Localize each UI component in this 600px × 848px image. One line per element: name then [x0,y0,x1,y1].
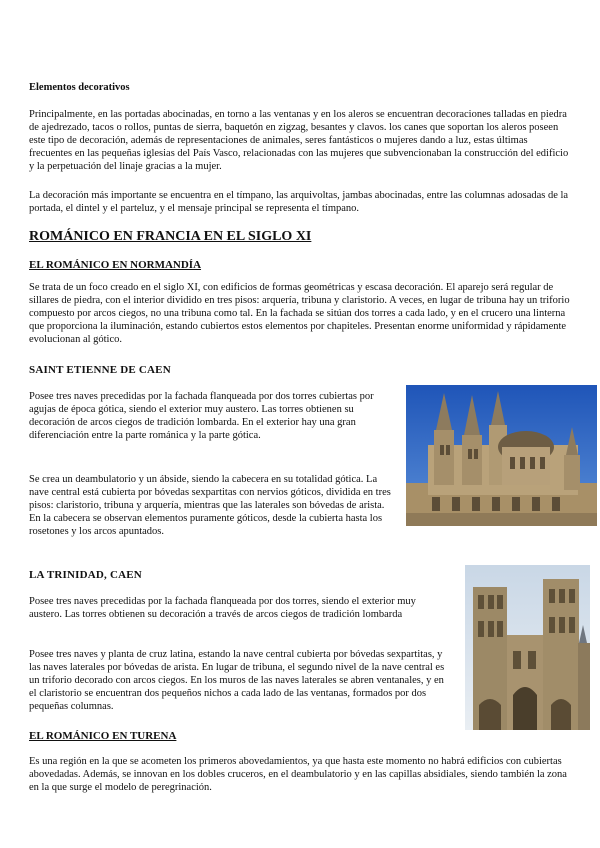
decorativos-paragraph-2: La decoración más importante se encuentra en el tímpano, las arquivoltas, jambas abocinadas, entre las columnas adosadas de la portada, el dintel y el parteluz, y el mensaje principal se representa el tímpano. [29,190,569,214]
saint-etienne-photo [406,385,597,526]
decorativos-paragraph-1: Principalmente, en las portadas abocinadas, en torno a las ventanas y en los aleros se encuentran decoraciones talladas en piedra de ajedrezado, tacos o rollos, puntas de sierra, baquetón en zigzag, besantes y clavos. los canes que soportan los aleros poseen este tipo de decoración, además de representaciones de animales, seres fantásticos o mujeres dando a luz, estas últimas frecuentes en las pequeñas iglesias del País Vasco, relacionadas con las mujeres que subvencionaban la construcción del edificio y la perpetuación del linaje gracias a la mujer. [29,109,569,172]
normandia-heading: EL ROMÁNICO EN NORMANDÍA [29,259,202,271]
trinidad-heading: LA TRINIDAD, CAEN [29,569,142,581]
turena-heading: EL ROMÁNICO EN TURENA [29,730,177,742]
trinidad-paragraph-1: Posee tres naves precedidas por la fachada flanqueada por dos torres, siendo el exterior muy austero. Las torres obtienen su decoración a través de arcos ciegos de tradición lombarda [29,596,416,620]
etienne-paragraph-2: Se crea un deambulatorio y un ábside, siendo la cabecera en su totalidad gótica. La nave central está cubierta por bóvedas sexpartitas con nervios góticos, dividida en tres pisos: claristorio, tribuna y arquería, mientras que las laterales son bóvedas de arista. En la cabecera se observan elementos puramente góticos, desde la cubierta hasta los rosetones y los arcos apuntados. [29,474,391,537]
francia-heading: ROMÁNICO EN FRANCIA EN EL SIGLO XI [29,229,312,244]
trinidad-paragraph-2: Posee tres naves y planta de cruz latina, estando la nave central cubierta por bóvedas sexpartitas, y las naves laterales por bóvedas de arista. En lugar de tribuna, el segundo nivel de la nave central es un triforio decorado con arcos ciegos. En los muros de las naves laterales se abren ventanales, y en el claristorio se encuentran dos pequeños nichos a cada lado de las ventanas, formados por dos pequeñas columnas. [29,649,445,712]
normandia-paragraph: Se trata de un foco creado en el siglo XI, con edificios de formas geométricas y escasa decoración. El aparejo será regular de sillares de piedra, con el interior dividido en tres pisos: arquería, tribuna y claristorio. A veces, en lugar de tribuna hay un triforio compuesto por arcos ciegos, no una tribuna como tal. En la fachada se sitúan dos torres a cada lado, y en el crucero una linterna que proporciona la iluminación, estando cubiertos estos elementos por chapiteles. Presentan enorme uniformidad y rápidamente evolucionan al gótico. [29,282,570,345]
trinidad-photo [465,565,590,730]
etienne-paragraph-1: Posee tres naves precedidas por la fachada flanqueada por dos torres cubiertas por agujas de época gótica, siendo el exterior muy austero. Las torres obtienen su decoración de arcos ciegos de tradición lombarda. En el exterior hay una gran diferenciación entre la parte románica y la parte gótica. [29,391,374,441]
etienne-heading: SAINT ETIENNE DE CAEN [29,364,171,376]
turena-paragraph: Es una región en la que se acometen los primeros abovedamientos, ya que hasta este momento no habrá edificios con cubiertas abovedadas. Además, se innovan en los dobles cruceros, en el deambulatorio y en las capillas absidiales, siendo también la zona en la que surge el modelo de peregrinación. [29,756,567,793]
decorativos-heading: Elementos decorativos [29,82,130,93]
